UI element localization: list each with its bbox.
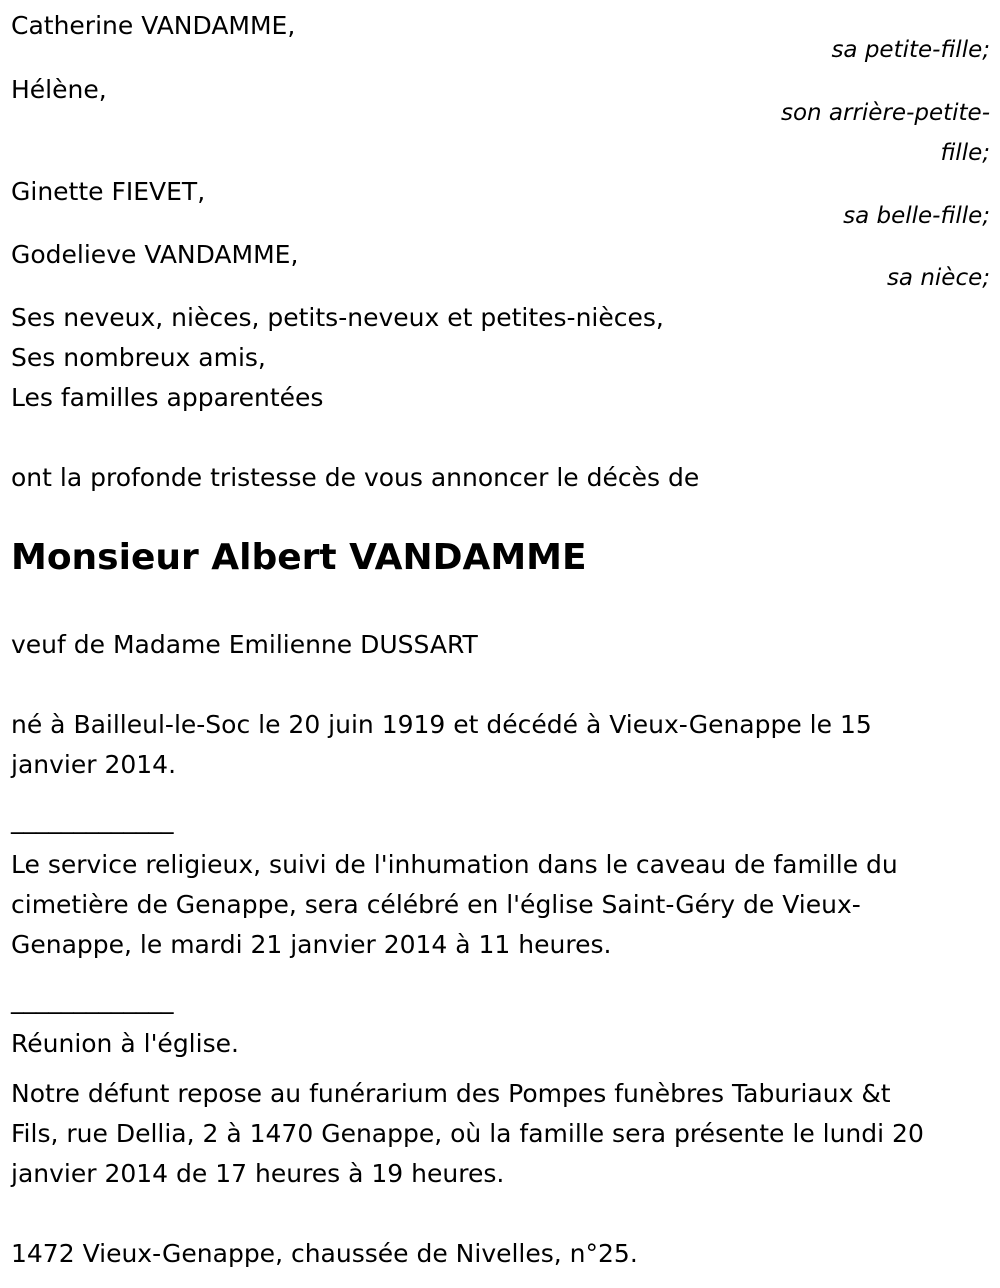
service-text: cimetière de Genappe, sera célébré en l'église Saint-Géry de Vieux-	[11, 890, 861, 919]
announcement-text: ont la profonde tristesse de vous annoncer le décès de	[11, 463, 700, 492]
family-member-relation: son arrière-petite-	[780, 100, 990, 126]
funeral-home-text: Notre défunt repose au funérarium des Pompes funèbres Taburiaux &t	[11, 1079, 891, 1108]
deceased-name: Monsieur Albert VANDAMME	[11, 537, 587, 578]
birth-death-text: janvier 2014.	[11, 750, 177, 779]
others-line: Ses neveux, nièces, petits-neveux et petites-nièces,	[11, 303, 664, 332]
meeting-text: Réunion à l'église.	[11, 1029, 239, 1058]
funeral-home-text: Fils, rue Dellia, 2 à 1470 Genappe, où la famille sera présente le lundi 20	[11, 1119, 924, 1148]
family-member-relation: sa petite-fille;	[831, 37, 990, 63]
family-member-name: Godelieve VANDAMME,	[11, 240, 299, 269]
funeral-home-text: janvier 2014 de 17 heures à 19 heures.	[11, 1159, 505, 1188]
family-member-name: Hélène,	[11, 75, 107, 104]
service-text: Le service religieux, suivi de l'inhumation dans le caveau de famille du	[11, 850, 898, 879]
widower-text: veuf de Madame Emilienne DUSSART	[11, 630, 478, 659]
service-text: Genappe, le mardi 21 janvier 2014 à 11 heures.	[11, 930, 612, 959]
others-line: Les familles apparentées	[11, 383, 324, 412]
birth-death-text: né à Bailleul-le-Soc le 20 juin 1919 et décédé à Vieux-Genappe le 15	[11, 710, 872, 739]
separator: _____________	[11, 985, 174, 1014]
family-member-name: Catherine VANDAMME,	[11, 11, 296, 40]
separator: _____________	[11, 805, 174, 834]
others-line: Ses nombreux amis,	[11, 343, 266, 372]
family-member-relation: sa nièce;	[886, 265, 990, 291]
family-member-relation: fille;	[940, 140, 990, 166]
address-text: 1472 Vieux-Genappe, chaussée de Nivelles, n°25.	[11, 1239, 638, 1268]
family-member-relation: sa belle-fille;	[843, 203, 990, 229]
family-member-name: Ginette FIEVET,	[11, 177, 206, 206]
